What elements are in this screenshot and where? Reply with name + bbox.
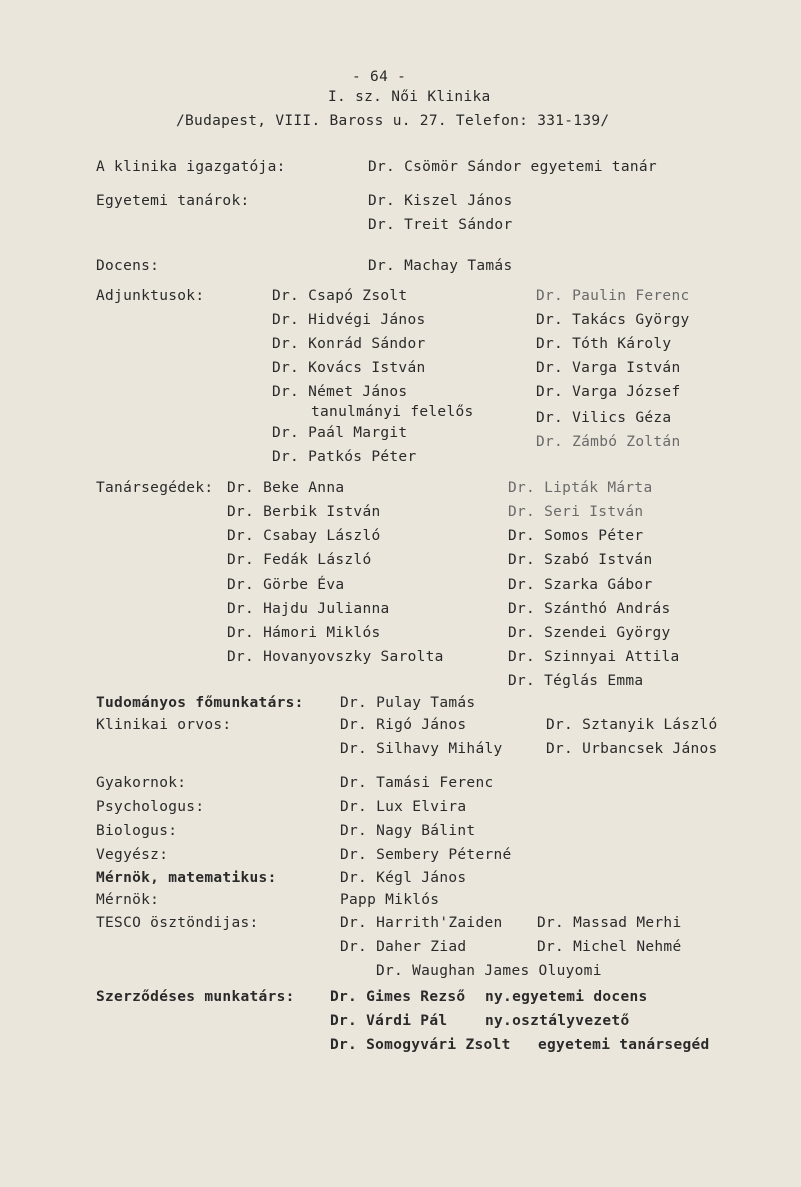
adjunct-name: Dr. Varga József: [536, 384, 681, 400]
adjunct-name: Dr. Paál Margit: [272, 425, 408, 441]
page-number: - 64 -: [352, 69, 407, 85]
adjunct-name: Dr. Zámbó Zoltán: [536, 434, 681, 450]
clinical-name: Dr. Silhavy Mihály: [340, 741, 503, 757]
clinical-name: Dr. Sztanyik László: [546, 717, 718, 733]
page-title: I. sz. Női Klinika: [328, 89, 491, 105]
assistants-label: Tanársegédek:: [96, 480, 214, 496]
adjuncts-label: Adjunktusok:: [96, 288, 205, 304]
adjunct-name: Dr. Paulin Ferenc: [536, 288, 690, 304]
engineer-math-name: Dr. Kégl János: [340, 870, 467, 886]
adjunct-note: tanulmányi felelős: [311, 404, 474, 420]
contract-title: ny.osztályvezető: [485, 1013, 630, 1029]
senior-researcher-label: Tudományos főmunkatárs:: [96, 695, 304, 711]
adjunct-name: Dr. Patkós Péter: [272, 449, 417, 465]
tesco-name: Dr. Michel Nehmé: [537, 939, 682, 955]
assistant-name: Dr. Görbe Éva: [227, 577, 345, 593]
tesco-label: TESCO ösztöndijas:: [96, 915, 259, 931]
adjunct-name: Dr. Vilics Géza: [536, 410, 672, 426]
contract-name: Dr. Gimes Rezső: [330, 989, 466, 1005]
adjunct-name: Dr. Hidvégi János: [272, 312, 426, 328]
docent-name: Dr. Machay Tamás: [368, 258, 513, 274]
contract-name: Dr. Várdi Pál: [330, 1013, 448, 1029]
assistant-name: Dr. Lipták Márta: [508, 480, 653, 496]
intern-name: Dr. Tamási Ferenc: [340, 775, 494, 791]
assistant-name: Dr. Szarka Gábor: [508, 577, 653, 593]
assistant-name: Dr. Csabay László: [227, 528, 381, 544]
adjunct-name: Dr. Csapó Zsolt: [272, 288, 408, 304]
engineer-math-label: Mérnök, matematikus:: [96, 870, 277, 886]
contract-label: Szerződéses munkatárs:: [96, 989, 295, 1005]
clinical-name: Dr. Rigó János: [340, 717, 467, 733]
chemist-name: Dr. Sembery Péterné: [340, 847, 512, 863]
tesco-name: Dr. Harrith'Zaiden: [340, 915, 503, 931]
professor-name: Dr. Kiszel János: [368, 193, 513, 209]
assistant-name: Dr. Hámori Miklós: [227, 625, 381, 641]
director-label: A klinika igazgatója:: [96, 159, 286, 175]
assistant-name: Dr. Szabó István: [508, 552, 653, 568]
contract-title: egyetemi tanársegéd: [538, 1037, 710, 1053]
contract-title: ny.egyetemi docens: [485, 989, 648, 1005]
assistant-name: Dr. Szendei György: [508, 625, 671, 641]
assistant-name: Dr. Szinnyai Attila: [508, 649, 680, 665]
intern-label: Gyakornok:: [96, 775, 187, 791]
psychologist-label: Psychologus:: [96, 799, 205, 815]
assistant-name: Dr. Berbik István: [227, 504, 381, 520]
chemist-label: Vegyész:: [96, 847, 169, 863]
professor-name: Dr. Treit Sándor: [368, 217, 513, 233]
adjunct-name: Dr. Tóth Károly: [536, 336, 672, 352]
contract-name: Dr. Somogyvári Zsolt: [330, 1037, 511, 1053]
tesco-name: Dr. Daher Ziad: [340, 939, 467, 955]
director-name: Dr. Csömör Sándor egyetemi tanár: [368, 159, 657, 175]
assistant-name: Dr. Szánthó András: [508, 601, 671, 617]
tesco-name: Dr. Massad Merhi: [537, 915, 682, 931]
address-line: /Budapest, VIII. Baross u. 27. Telefon: 331-139/: [176, 113, 610, 129]
adjunct-name: Dr. Takács György: [536, 312, 690, 328]
assistant-name: Dr. Hajdu Julianna: [227, 601, 390, 617]
professors-label: Egyetemi tanárok:: [96, 193, 250, 209]
psychologist-name: Dr. Lux Elvira: [340, 799, 467, 815]
assistant-name: Dr. Somos Péter: [508, 528, 644, 544]
adjunct-name: Dr. Német János: [272, 384, 408, 400]
clinical-label: Klinikai orvos:: [96, 717, 232, 733]
senior-researcher-name: Dr. Pulay Tamás: [340, 695, 476, 711]
adjunct-name: Dr. Konrád Sándor: [272, 336, 426, 352]
engineer-label: Mérnök:: [96, 892, 160, 908]
assistant-name: Dr. Hovanyovszky Sarolta: [227, 649, 444, 665]
assistant-name: Dr. Beke Anna: [227, 480, 345, 496]
biologist-label: Biologus:: [96, 823, 178, 839]
tesco-name: Dr. Waughan James Oluyomi: [376, 963, 602, 979]
adjunct-name: Dr. Kovács István: [272, 360, 426, 376]
assistant-name: Dr. Fedák László: [227, 552, 372, 568]
assistant-name: Dr. Seri István: [508, 504, 644, 520]
clinical-name: Dr. Urbancsek János: [546, 741, 718, 757]
docent-label: Docens:: [96, 258, 160, 274]
biologist-name: Dr. Nagy Bálint: [340, 823, 476, 839]
assistant-name: Dr. Téglás Emma: [508, 673, 644, 689]
engineer-name: Papp Miklós: [340, 892, 440, 908]
adjunct-name: Dr. Varga István: [536, 360, 681, 376]
